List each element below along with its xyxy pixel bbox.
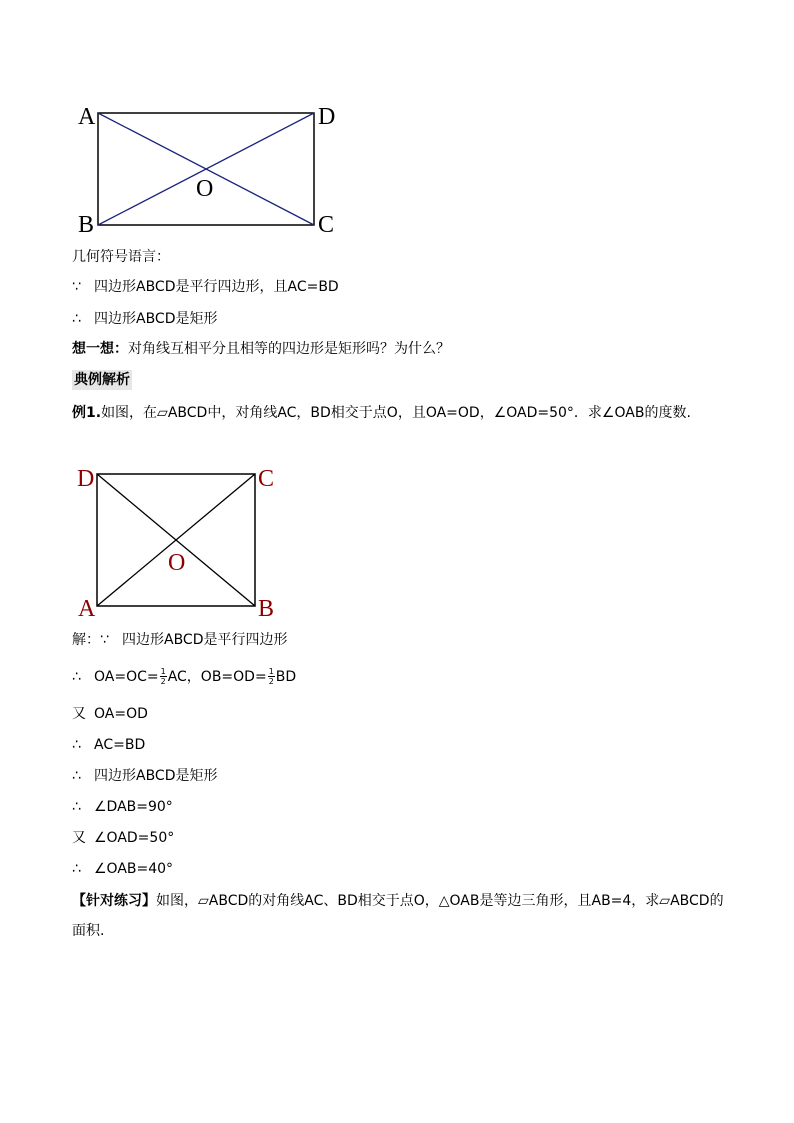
solution-line-5	[72, 766, 218, 786]
think-text: 对角线互相平分且相等的四边形是矩形吗？为什么？	[128, 341, 450, 357]
solution-text-7: ∠OAD=50°	[94, 830, 175, 846]
fraction-numerator-2: 1	[268, 666, 274, 676]
solution-line-3	[72, 704, 148, 724]
solution-text-5: 四边形ABCD是矩形	[94, 768, 218, 784]
rectangle-figure-2	[72, 460, 292, 620]
rectangle-figure-1	[70, 92, 350, 242]
solution-text-2b: AC，OB=OD=	[167, 669, 267, 685]
because-symbol: ∵	[72, 279, 81, 295]
label-b-1: B	[78, 212, 95, 238]
symbol-language-heading: 几何符号语言：	[72, 249, 170, 265]
practice-label: 【针对练习】	[72, 893, 156, 909]
solution-text-2a: OA=OC=	[94, 669, 159, 685]
think-label: 想一想：	[72, 341, 128, 357]
solution-line-4	[72, 735, 145, 755]
also-symbol-2: 又	[72, 830, 86, 846]
practice-paragraph	[72, 886, 732, 946]
think-line	[72, 339, 450, 359]
label-b-2: B	[258, 596, 275, 622]
section-heading: 典例解析	[74, 372, 130, 388]
fraction-numerator-1: 1	[160, 666, 166, 676]
solution-line-7	[72, 828, 174, 848]
therefore-text: 四边形ABCD是矩形	[94, 311, 218, 327]
solution-text-8: ∠OAB=40°	[94, 861, 174, 877]
fraction-denominator-1: 2	[160, 676, 166, 686]
label-c-2: C	[258, 466, 275, 492]
fraction-half-2	[268, 667, 275, 686]
because-line	[72, 277, 339, 297]
solution-line-6	[72, 797, 173, 817]
solution-text-6: ∠DAB=90°	[94, 799, 173, 815]
solution-line-8	[72, 859, 173, 879]
rectangle-figure-1-svg	[70, 92, 350, 242]
example-text: 如图，在▱ABCD中，对角线AC，BD相交于点O，且OA=OD，∠OAD=50°．求∠OAB的度数.	[101, 405, 691, 421]
therefore-symbol-4: ∴	[72, 768, 81, 784]
solution-label: 解：	[72, 632, 100, 648]
because-symbol-2: ∵	[100, 632, 109, 648]
because-text: 四边形ABCD是平行四边形，且AC=BD	[94, 279, 339, 295]
rectangle-figure-2-svg	[72, 460, 292, 620]
label-o-1: O	[196, 176, 214, 202]
therefore-symbol: ∴	[72, 311, 81, 327]
therefore-symbol-3: ∴	[72, 737, 81, 753]
label-d-2: D	[77, 466, 95, 492]
label-c-1: C	[318, 212, 335, 238]
solution-line-1	[72, 630, 288, 650]
section-heading-line	[72, 370, 132, 390]
therefore-symbol-2: ∴	[72, 669, 81, 685]
label-o-2: O	[168, 550, 186, 576]
label-a-2: A	[78, 596, 96, 622]
fraction-denominator-2: 2	[268, 676, 274, 686]
label-a-1: A	[78, 104, 96, 130]
example-paragraph	[72, 398, 732, 428]
also-symbol-1: 又	[72, 706, 86, 722]
solution-text-2c: BD	[275, 669, 297, 685]
solution-text-1: 四边形ABCD是平行四边形	[122, 632, 288, 648]
solution-line-2	[72, 667, 296, 687]
practice-text: 如图，▱ABCD的对角线AC、BD相交于点O，△OAB是等边三角形，且AB=4，求▱ABCD的面积.	[72, 893, 724, 939]
solution-text-3: OA=OD	[94, 706, 148, 722]
example-label: 例1.	[72, 405, 102, 421]
therefore-line	[72, 309, 218, 329]
label-d-1: D	[318, 104, 336, 130]
fraction-half-1	[160, 667, 167, 686]
therefore-symbol-5: ∴	[72, 799, 81, 815]
therefore-symbol-6: ∴	[72, 861, 81, 877]
solution-text-4: AC=BD	[94, 737, 146, 753]
